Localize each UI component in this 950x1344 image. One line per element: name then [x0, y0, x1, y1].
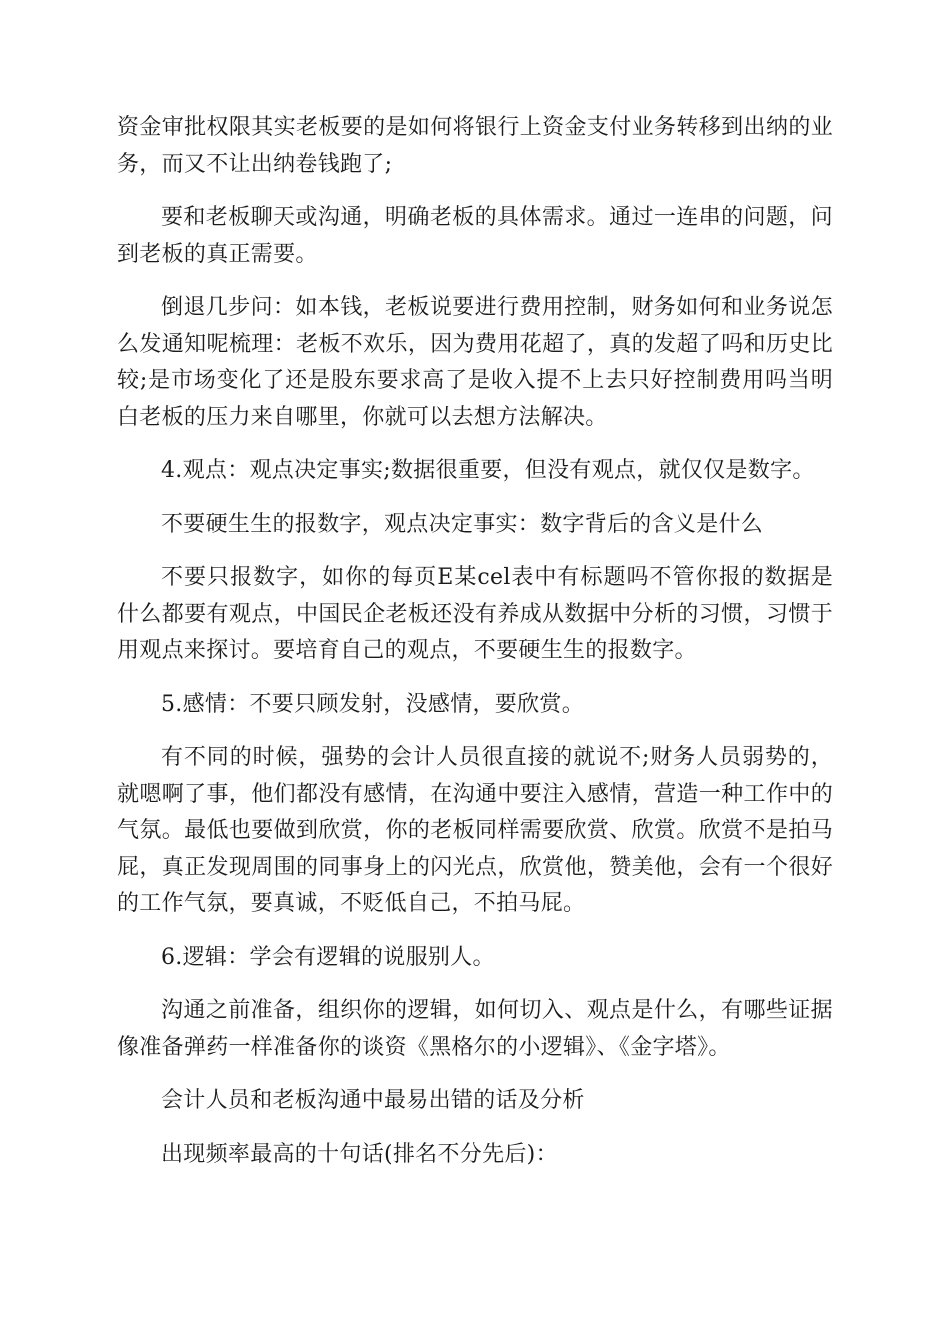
paragraph: 不要硬生生的报数字，观点决定事实：数字背后的含义是什么 [161, 511, 764, 537]
section-heading-emotion: 5.感情：不要只顾发射，没感情，要欣赏。 [161, 691, 584, 717]
section-heading-viewpoint: 4.观点：观点决定事实;数据很重要，但没有观点，就仅仅是数字。 [161, 458, 815, 483]
paragraph: 要和老板聊天或沟通，明确老板的具体需求。通过一连串的问题，问到老板的真正需要。 [117, 205, 833, 267]
paragraph: 有不同的时候，强势的会计人员很直接的就说不;财务人员弱势的，就嗯啊了事，他们都没有感情，在沟通中要注入感情，营造一种工作中的气氛。最低也要做到欣赏，你的老板同样需要欣赏、欣赏。欣赏不是拍马屁，真正发现周围的同事身上的闪光点，欣赏他，赞美他，会有一个很好的工作气氛，要真诚，不贬低自己，不拍马屁。 [117, 745, 833, 916]
paragraph: 沟通之前准备，组织你的逻辑，如何切入、观点是什么，有哪些证据像准备弹药一样准备你的谈资《黑格尔的小逻辑》、《金字塔》。 [117, 998, 833, 1060]
paragraph: 会计人员和老板沟通中最易出错的话及分析 [161, 1088, 585, 1113]
section-heading-logic: 6.逻辑：学会有逻辑的说服别人。 [161, 944, 495, 970]
paragraph: 资金审批权限其实老板要的是如何将银行上资金支付业务转移到出纳的业务，而又不让出纳卷钱跑了; [117, 115, 833, 177]
paragraph: 出现频率最高的十句话(排名不分先后)： [161, 1141, 558, 1167]
document-body [117, 110, 833, 1190]
paragraph: 倒退几步问：如本钱，老板说要进行费用控制，财务如何和业务说怎么发通知呢梳理：老板不欢乐，因为费用花超了，真的发超了吗和历史比较;是市场变化了还是股东要求高了是收入提不上去只好控制费用吗当明白老板的压力来自哪里，你就可以去想方法解决。 [117, 295, 833, 430]
paragraph: 不要只报数字，如你的每页E某cel表中有标题吗不管你报的数据是什么都要有观点，中国民企老板还没有养成从数据中分析的习惯，习惯于用观点来探讨。要培育自己的观点，不要硬生生的报数字。 [117, 565, 833, 663]
